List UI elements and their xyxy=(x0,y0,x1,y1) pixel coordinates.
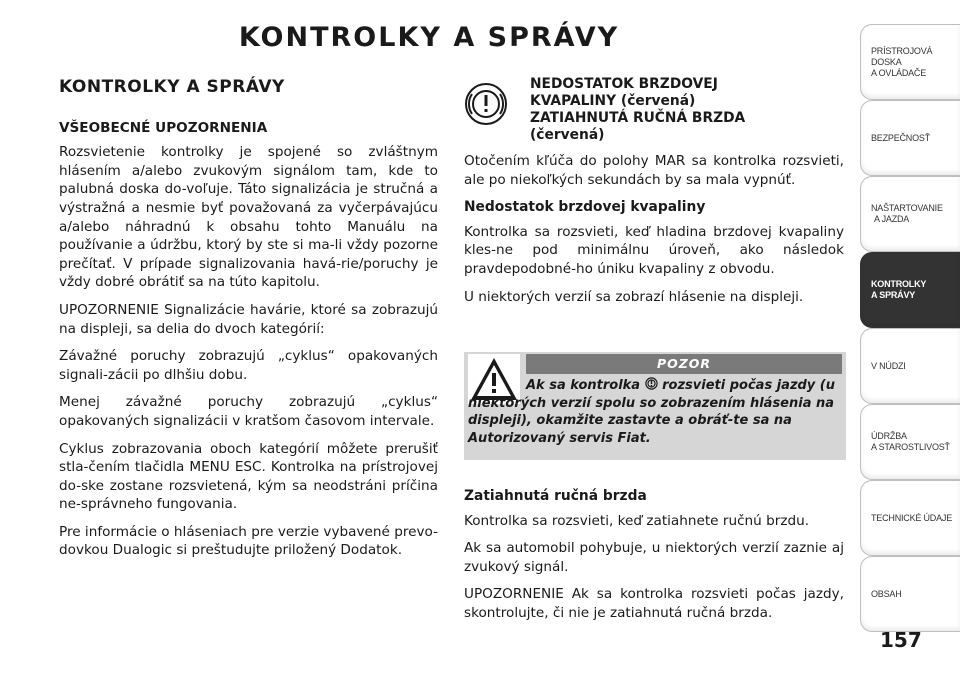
brake-warning-icon xyxy=(464,82,508,126)
brake-warning-icon xyxy=(645,377,658,390)
paragraph-intro: Otočením kľúča do polohy MAR sa kontrolka rozsvieti, ale po niekoľkých sekundách by sa mala vypnúť. xyxy=(464,153,844,188)
paragraph: Rozsvietenie kontrolky je spojené so zvláštnym hlásením a/alebo zvukovým signálom tam, kde to palubná doska do-voľuje. Táto signalizácia je stručná a výstražná a nesmie byť považovaná za vyčerpávajúcu a/alebo náhradnú k obsahu tohto Manuálu na používanie a údržbu, ktorý by ste si ma-li vždy pozorne prečítať. V prípade signalizovania havá-rie/poruchy je vždy dobré obrátiť sa na túto kapitolu. xyxy=(59,144,438,291)
tab-pristrojova-doska[interactable]: PRÍSTROJOVÁ DOSKA A OVLÁDAČE xyxy=(860,24,960,100)
tab-udrzba[interactable]: ÚDRŽBA A STAROSTLIVOSŤ xyxy=(860,404,960,480)
handbrake-section xyxy=(464,487,844,632)
warning-light-header xyxy=(464,76,844,144)
paragraph: Závažné poruchy zobrazujú „cyklus“ opakovaných signali-zácii po dlhšiu dobu. xyxy=(59,348,438,383)
caution-box xyxy=(464,352,846,460)
subheading-brake-fluid: Nedostatok brzdovej kvapaliny xyxy=(464,199,706,216)
tab-obsah[interactable]: OBSAH xyxy=(860,556,960,632)
paragraph: Cyklus zobrazovania oboch kategórií môžete prerušiť stla-čením tlačidla MENU ESC. Kontrolka na prístrojovej do-ske zostane rozsvietená, kým sa neodstráni príčina ne-správneho fungovania. xyxy=(59,440,438,513)
tab-v-nudzi[interactable]: V NÚDZI xyxy=(860,328,960,404)
paragraph: Kontrolka sa rozsvieti, keď zatiahnete ručnú brzdu. xyxy=(464,512,810,529)
paragraph: Menej závažné poruchy zobrazujú „cyklus“ opakovaných signalizácii v kratšom časovom intervale. xyxy=(59,394,438,429)
caution-label: POZOR xyxy=(526,354,842,374)
tab-bezpecnost[interactable]: BEZPEČNOSŤ xyxy=(860,100,960,176)
warning-light-title: NEDOSTATOK BRZDOVEJ KVAPALINY (červená) ZATIAHNUTÁ RUČNÁ BRZDA (červená) xyxy=(530,76,746,143)
subheading-general-warnings: VŠEOBECNÉ UPOZORNENIA xyxy=(59,119,268,136)
left-column xyxy=(59,76,438,569)
subheading-handbrake: Zatiahnutá ručná brzda xyxy=(464,488,647,504)
tab-kontrolky-active[interactable]: KONTROLKY A SPRÁVY xyxy=(860,252,960,328)
right-column xyxy=(464,76,844,315)
paragraph: Ak sa automobil pohybuje, u niektorých verzií zaznie aj zvukový signál. xyxy=(464,540,844,575)
tab-nastartovanie[interactable]: NAŠTARTOVANIE A JAZDA xyxy=(860,176,960,252)
caution-text: Ak sa kontrolka rozsvieti počas jazdy (u niektorých verzií spolu so zobrazením hlásenia na displeji), okamžite zastavte a obráť-te sa na Autorizovaný servis Fiat. xyxy=(468,378,836,446)
page-title: KONTROLKY A SPRÁVY xyxy=(238,22,620,53)
paragraph: Pre informácie o hláseniach pre verzie vybavené prevo-dovkou Dualogic si preštudujte priložený Dodatok. xyxy=(59,523,438,559)
section-heading: KONTROLKY A SPRÁVY xyxy=(59,77,285,97)
page-number: 157 xyxy=(880,628,922,652)
paragraph: U niektorých verzií sa zobrazí hlásenie na displeji. xyxy=(464,288,804,305)
tab-technicke-udaje[interactable]: TECHNICKÉ ÚDAJE xyxy=(860,480,960,556)
paragraph: UPOZORNENIE Signalizácie havárie, ktoré sa zobrazujú na displeji, sa delia do dvoch kategórií: xyxy=(59,301,438,337)
paragraph: Kontrolka sa rozsvieti, keď hladina brzdovej kvapaliny kles-ne pod minimálnu úroveň, ako následok pravdepodobné-ho úniku kvapaliny z obvodu. xyxy=(464,223,844,277)
paragraph: UPOZORNENIE Ak sa kontrolka rozsvieti počas jazdy, skontrolujte, či nie je zatiahnutá ručná brzda. xyxy=(464,586,844,621)
